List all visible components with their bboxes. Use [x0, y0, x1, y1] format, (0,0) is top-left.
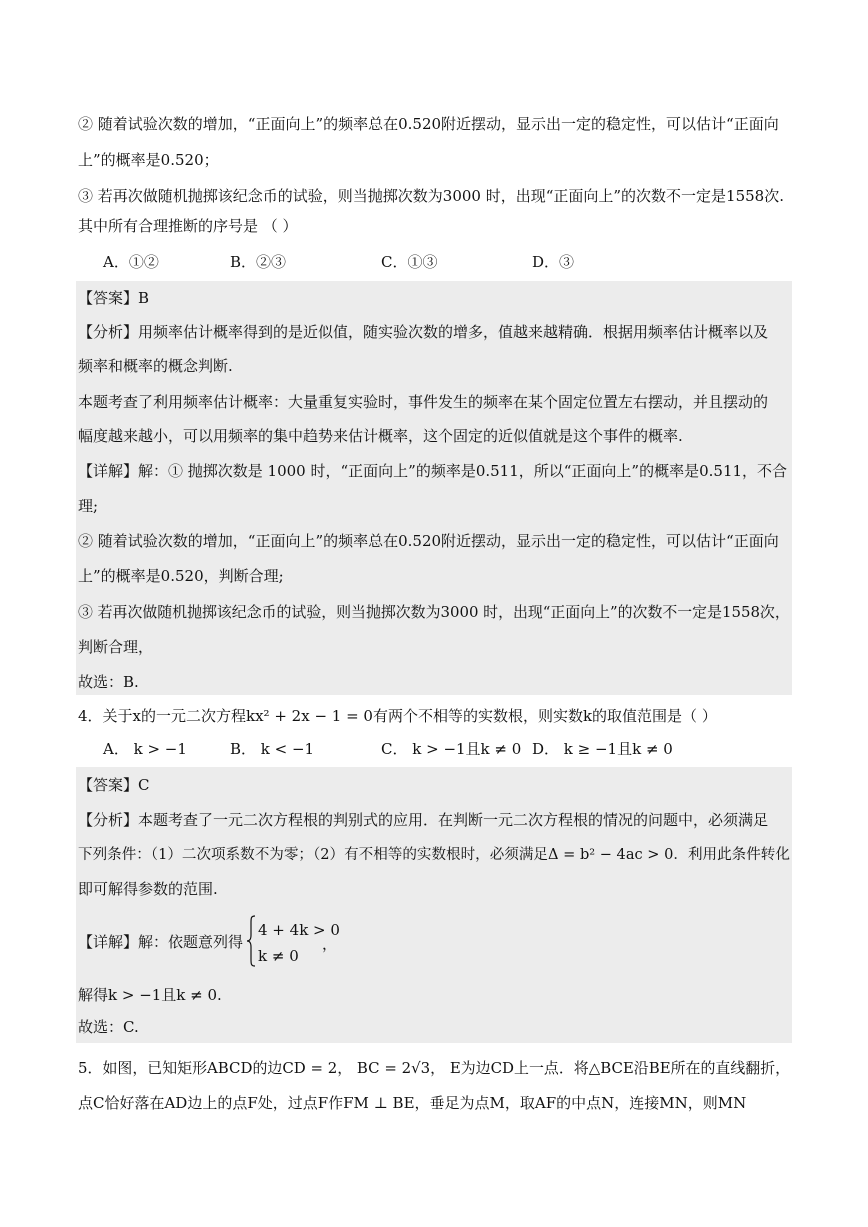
q4-detail-prefix: 【详解】解：依题意列得	[78, 933, 244, 951]
q5-stem: 5．如图，已知矩形ABCD的边CD = 2， BC = 2√3， E为边CD上一点．将△BCE沿BE所在的直线翻折，	[78, 1059, 791, 1077]
q3-analysis-cont: 频率和概率的概念判断.	[78, 357, 233, 375]
q4-option-b: B． k < −1	[230, 740, 315, 758]
q4-system-eq1: 4 + 4k > 0	[258, 921, 340, 939]
q3-answer: 【答案】B	[78, 289, 150, 307]
q3-option-a: A．①②	[103, 253, 159, 271]
q3-prompt: 其中所有合理推断的序号是 （ ）	[78, 217, 298, 235]
q4-answer: 【答案】C	[78, 776, 150, 794]
q4-option-a: A． k > −1	[103, 740, 187, 758]
answer-block-q3	[76, 281, 792, 695]
q3-option-d: D．③	[532, 253, 575, 271]
q4-analysis-end: 即可解得参数的范围.	[78, 880, 218, 898]
q4-solution: 解得k > −1且k ≠ 0.	[78, 986, 222, 1004]
left-brace-icon	[246, 915, 256, 967]
q3-detail-1: 【详解】解：① 抛掷次数是 1000 时，“正面向上”的频率是0.511，所以“正面向上”的概率是0.511，不合	[78, 462, 788, 480]
q3-detail-1-cont: 理;	[78, 497, 99, 515]
q4-analysis: 【分析】本题考查了一元二次方程根的判别式的应用．在判断一元二次方程根的情况的问题中，必须满足	[78, 811, 769, 829]
q4-system-eq2: k ≠ 0	[258, 947, 299, 965]
q4-option-d: D． k ≥ −1且k ≠ 0	[532, 740, 673, 758]
q3-analysis-note: 本题考查了利用频率估计概率：大量重复实验时，事件发生的频率在某个固定位置左右摆动，并且摆动的	[78, 393, 769, 411]
q5-stem-cont: 点C恰好落在AD边上的点F处，过点F作FM ⊥ BE，垂足为点M，取AF的中点N，连接MN，则MN	[78, 1094, 747, 1112]
q3-option-c: C．①③	[381, 253, 438, 271]
q3-detail-2-cont: 上”的概率是0.520，判断合理;	[78, 567, 284, 585]
q3-statement-3: ③ 若再次做随机抛掷该纪念币的试验，则当抛掷次数为3000 时，出现“正面向上”的次数不一定是1558次.	[78, 187, 784, 205]
q4-option-c: C． k > −1且k ≠ 0	[381, 740, 522, 758]
q3-detail-3-cont: 判断合理，	[78, 638, 154, 656]
q4-stem: 4．关于x的一元二次方程kx² + 2x − 1 = 0有两个不相等的实数根，则实数k的取值范围是（ ）	[78, 707, 717, 725]
q4-system-comma: ，	[322, 935, 338, 953]
q4-analysis-cont: 下列条件：（1）二次项系数不为零；（2）有不相等的实数根时，必须满足Δ = b² − 4ac > 0．利用此条件转化	[78, 846, 790, 863]
q3-option-b: B．②③	[230, 253, 287, 271]
q3-detail-2: ② 随着试验次数的增加，“正面向上”的频率总在0.520附近摆动，显示出一定的稳定性，可以估计“正面向	[78, 532, 779, 550]
q3-detail-3: ③ 若再次做随机抛掷该纪念币的试验，则当抛掷次数为3000 时，出现“正面向上”的次数不一定是1558次，	[78, 603, 790, 621]
q3-conclusion: 故选：B.	[78, 673, 139, 691]
q3-statement-2: ② 随着试验次数的增加，“正面向上”的频率总在0.520附近摆动，显示出一定的稳定性，可以估计“正面向	[78, 115, 779, 133]
q4-conclusion: 故选：C.	[78, 1018, 139, 1036]
q3-analysis: 【分析】用频率估计概率得到的是近似值，随实验次数的增多，值越来越精确．根据用频率估计概率以及	[78, 323, 769, 341]
q3-analysis-note-cont: 幅度越来越小，可以用频率的集中趋势来估计概率，这个固定的近似值就是这个事件的概率.	[78, 427, 683, 445]
q3-statement-2-cont: 上”的概率是0.520；	[78, 151, 219, 169]
